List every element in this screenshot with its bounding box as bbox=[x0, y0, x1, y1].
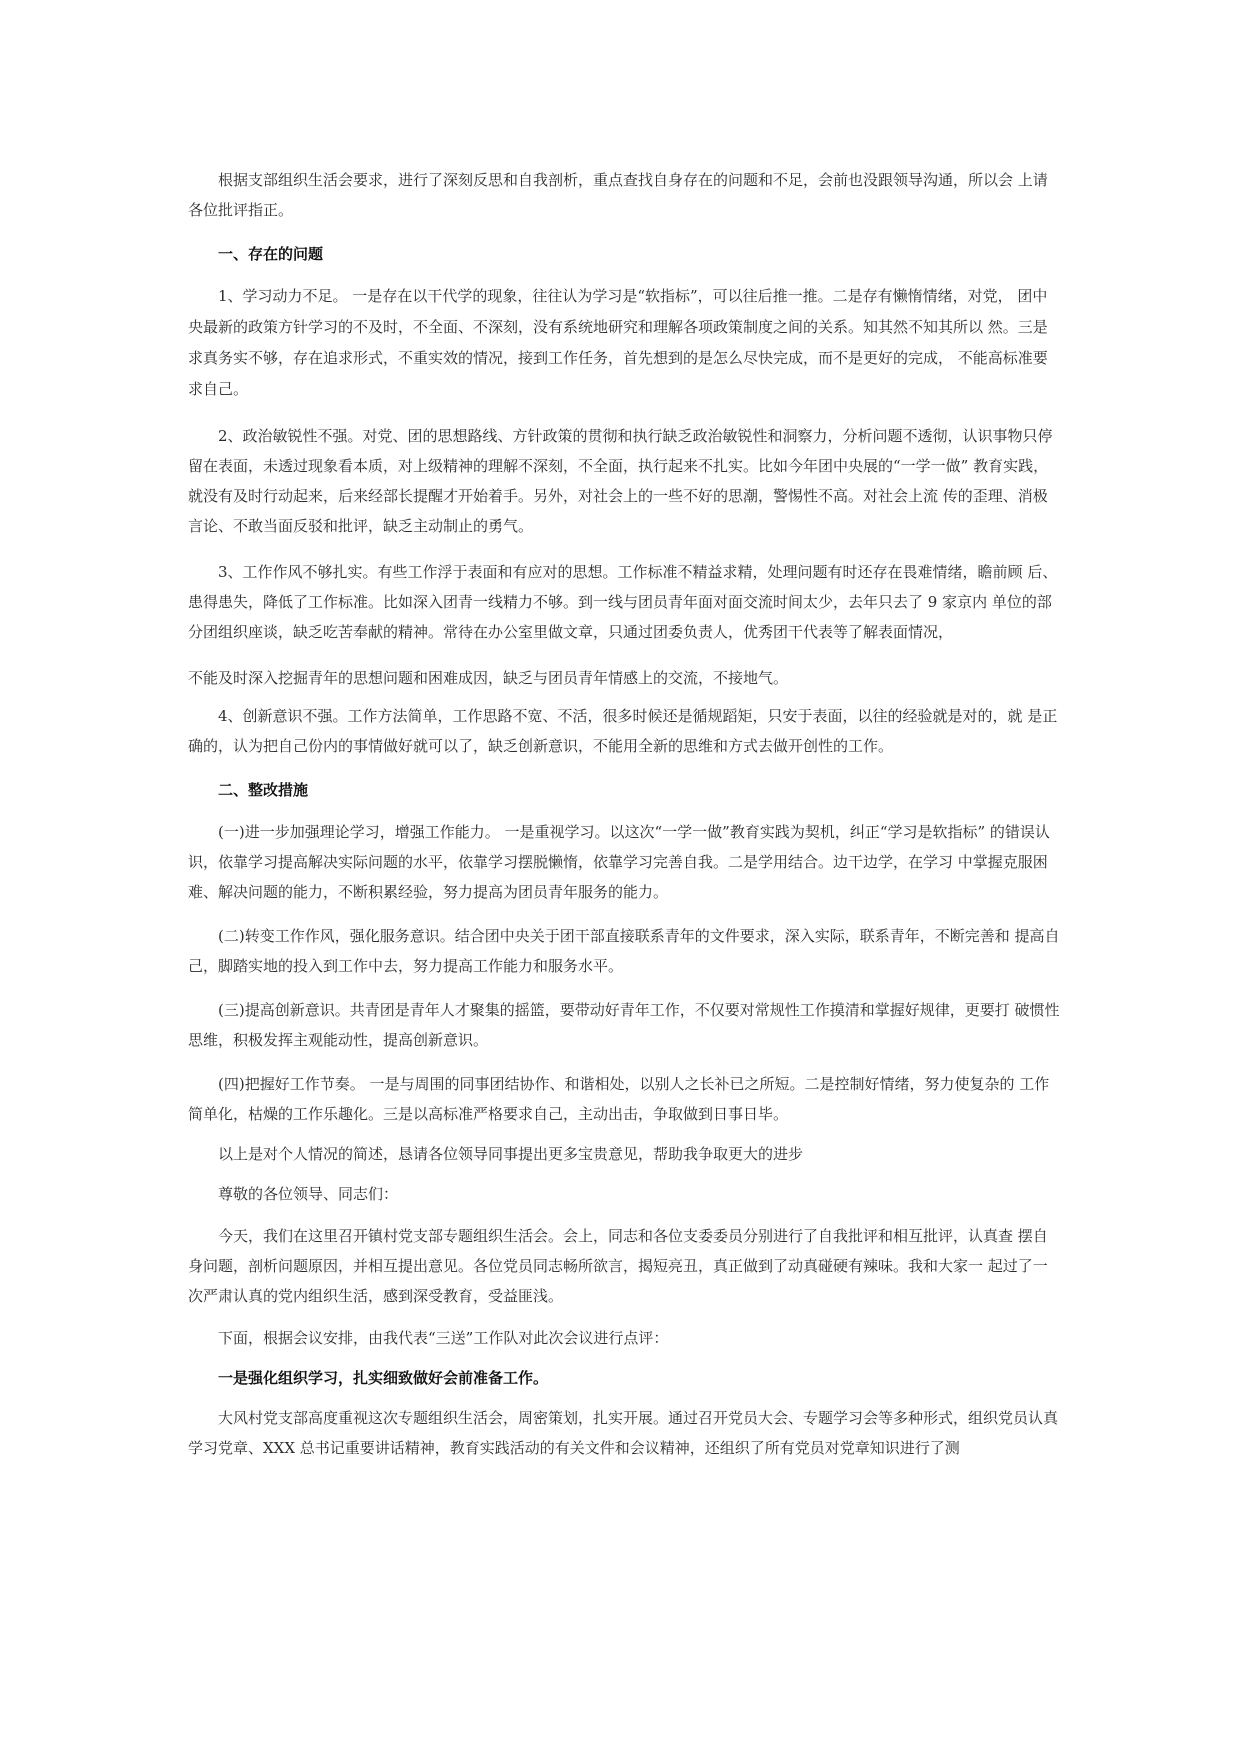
salutation: 尊敬的各位领导、同志们： bbox=[218, 1185, 399, 1203]
meeting-paragraph: 今天，我们在这里召开镇村党支部专题组织生活会。会上，同志和各位支委委员分别进行了自我批评和相互批评，认真查 摆自身问题，剖析问题原因，并相互提出意见。各位党员同志畅所欲言，揭短亮丑，真正做到了动真碰硬有辣味。我和大家一 起过了一次严肃认真的党内组织生活，感到深受教育，受益匪浅。 bbox=[188, 1227, 1048, 1305]
problem-paragraph-3-continued: 不能及时深入挖掘青年的思想问题和困难成因，缺乏与团员青年情感上的交流，不接地气。 bbox=[188, 669, 789, 687]
document-body bbox=[188, 165, 1060, 1463]
measure-paragraph-1: (一)进一步加强理论学习，增强工作能力。 一是重视学习。以这次“一学一做”教育实践为契机，纠正“学习是软指标” 的错误认识，依靠学习提高解决实际问题的水平，依靠学习摆脱懒惰，依靠学习完善自我。二是学用结合。边干边学，在学习 中掌握克服困难、解决问题的能力，不断积累经验，努力提高为团员青年服务的能力。 bbox=[188, 823, 1050, 901]
section-heading-measures: 二、整改措施 bbox=[218, 781, 309, 799]
section-heading-problems: 一、存在的问题 bbox=[218, 245, 324, 263]
measure-paragraph-3: (三)提高创新意识。共青团是青年人才聚集的摇篮，要带动好青年工作，不仅要对常规性工作摸清和掌握好规律，更要打 破惯性思维，积极发挥主观能动性，提高创新意识。 bbox=[188, 1001, 1060, 1049]
problem-paragraph-4: 4、创新意识不强。工作方法简单，工作思路不宽、不活，很多时候还是循规蹈矩，只安于表面，以往的经验就是对的，就 是正确的，认为把自己份内的事情做好就可以了，缺乏创新意识，不能用全新的思维和方式去做开创性的工作。 bbox=[188, 707, 1058, 755]
measure-paragraph-4: (四)把握好工作节奏。 一是与周围的同事团结协作、和谐相处，以别人之长补已之所短。二是控制好情绪，努力使复杂的 工作简单化，枯燥的工作乐趣化。三是以高标准严格要求自己，主动出击，争取做到日事日毕。 bbox=[188, 1075, 1050, 1123]
problem-paragraph-3: 3、工作作风不够扎实。有些工作浮于表面和有应对的思想。工作标准不精益求精，处理问题有时还存在畏难情绪，瞻前顾 后、患得患失，降低了工作标准。比如深入团青一线精力不够。到一线与团员青年面对面交流时间太少，去年只去了 9 家京内 单位的部分团组织座谈，缺乏吃苦奉献的精神。常待在办公室里做文章，只通过团委负责人，优秀团干代表等了解表面情况， bbox=[188, 563, 1058, 641]
bold-subheading: 一是强化组织学习，扎实细致做好会前准备工作。 bbox=[218, 1369, 549, 1387]
intro-paragraph: 根据支部组织生活会要求，进行了深刻反思和自我剖析，重点查找自身存在的问题和不足，会前也没跟领导沟通，所以会 上请各位批评指正。 bbox=[188, 171, 1048, 219]
closing-sentence: 以上是对个人情况的简述，恳请各位领导同事提出更多宝贵意见，帮助我争取更大的进步 bbox=[218, 1145, 804, 1163]
review-intro: 下面，根据会议安排，由我代表“三送”工作队对此次会议进行点评： bbox=[218, 1329, 669, 1347]
problem-paragraph-1: 1、学习动力不足。 一是存在以干代学的现象，往往认为学习是“软指标”，可以往后推一推。二是存有懒惰情绪，对党， 团中央最新的政策方针学习的不及时，不全面、不深刻，没有系统地研究和理解各项政策制度之间的关系。知其然不知其所以 然。三是求真务实不够，存在追求形式，不重实效的情况，接到工作任务，首先想到的是怎么尽快完成，而不是更好的完成， 不能高标准要求自己。 bbox=[188, 287, 1048, 398]
measure-paragraph-2: (二)转变工作作风，强化服务意识。结合团中央关于团干部直接联系青年的文件要求，深入实际，联系青年，不断完善和 提高自己，脚踏实地的投入到工作中去，努力提高工作能力和服务水平。 bbox=[188, 927, 1060, 975]
problem-paragraph-2: 2、政治敏锐性不强。对党、团的思想路线、方针政策的贯彻和执行缺乏政治敏锐性和洞察力，分析问题不透彻，认识事物只停留在表面，未透过现象看本质，对上级精神的理解不深刻，不全面，执行起来不扎实。比如今年团中央展的“一学一做” 教育实践，就没有及时行动起来，后来经部长提醒才开始着手。另外，对社会上的一些不好的思潮，警惕性不高。对社会上流 传的歪理、消极言论、不敢当面反驳和批评，缺乏主动制止的勇气。 bbox=[188, 427, 1053, 535]
preparation-paragraph: 大风村党支部高度重视这次专题组织生活会，周密策划，扎实开展。通过召开党员大会、专题学习会等多种形式，组织党员认真学习党章、XXX 总书记重要讲话精神，教育实践活动的有关文件和会议精神，还组织了所有党员对党章知识进行了测 bbox=[188, 1409, 1059, 1457]
